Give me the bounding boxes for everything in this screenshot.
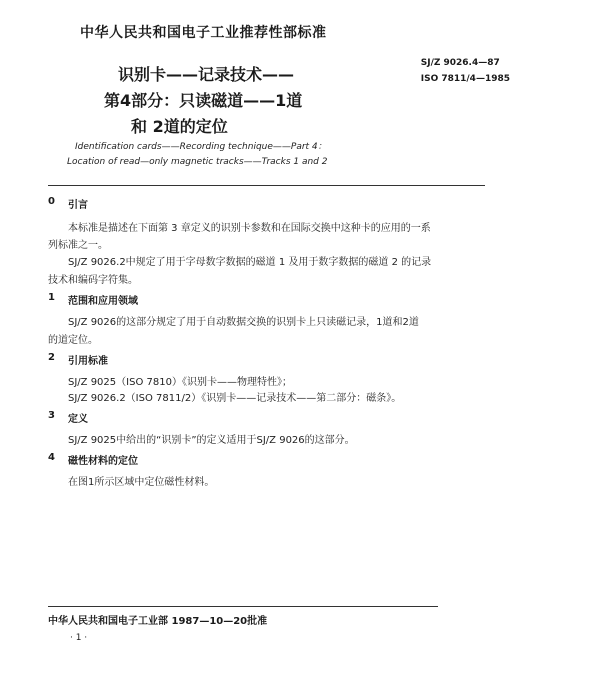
paragraph-line: 列标准之一。 [48,240,108,251]
title-line-1: 识别卡——记录技术—— [118,65,295,84]
approval-footer: 中华人民共和国电子工业部 1987—10—20批准 [48,616,268,627]
section-title-intro: 引言 [68,200,88,211]
paragraph-line: 的道定位。 [48,335,98,346]
reference-item: SJ/Z 9025（ISO 7810）《识别卡——物理特性》； [68,377,292,388]
english-title-line-1: Identification cards——Recording technique——Part 4： [75,142,327,152]
section-title-magnetic-material: 磁性材料的定位 [68,456,138,467]
section-title-definitions: 定义 [68,414,88,425]
bottom-divider [48,606,438,607]
section-number: 4 [48,452,55,463]
section-number: 0 [48,196,55,207]
top-divider [48,185,485,186]
page-number: · 1 · [70,633,88,643]
paragraph-line: 本标准是描述在下面第 3 章定义的识别卡参数和在国际交换中这种卡的应用的一系 [68,223,431,234]
title-line-3: 和 2道的定位 [131,117,228,136]
standard-codes [421,55,510,87]
paragraph-line: SJ/Z 9026.2中规定了用于字母数字数据的磁道 1 及用于数字数据的磁道 2 的记录 [68,257,432,268]
paragraph-line: 在图1所示区域中定位磁性材料。 [68,477,215,488]
section-number: 3 [48,410,55,421]
section-number: 2 [48,352,55,363]
paragraph-line: 技术和编码字符集。 [48,275,138,286]
section-title-scope: 范围和应用领域 [68,296,138,307]
sj-code: SJ/Z 9026.4—87 [420,58,500,68]
document-header-title: 中华人民共和国电子工业推荐性部标准 [80,25,327,41]
paragraph-line: SJ/Z 9026的这部分规定了用于自动数据交换的识别卡上只读磁记录，1道和2道 [68,317,419,328]
section-title-references: 引用标准 [68,356,108,367]
iso-code: ISO 7811/4—1985 [420,74,510,84]
paragraph-line: SJ/Z 9025中给出的“识别卡”的定义适用于SJ/Z 9026的这部分。 [68,435,355,446]
section-number: 1 [48,292,55,303]
english-title-line-2: Location of read—only magnetic tracks——Tracks 1 and 2 [67,157,328,167]
title-line-2: 第4部分：只读磁道——1道 [104,91,303,110]
reference-item: SJ/Z 9026.2（ISO 7811/2）《识别卡——记录技术——第二部分：磁条》。 [68,393,402,404]
